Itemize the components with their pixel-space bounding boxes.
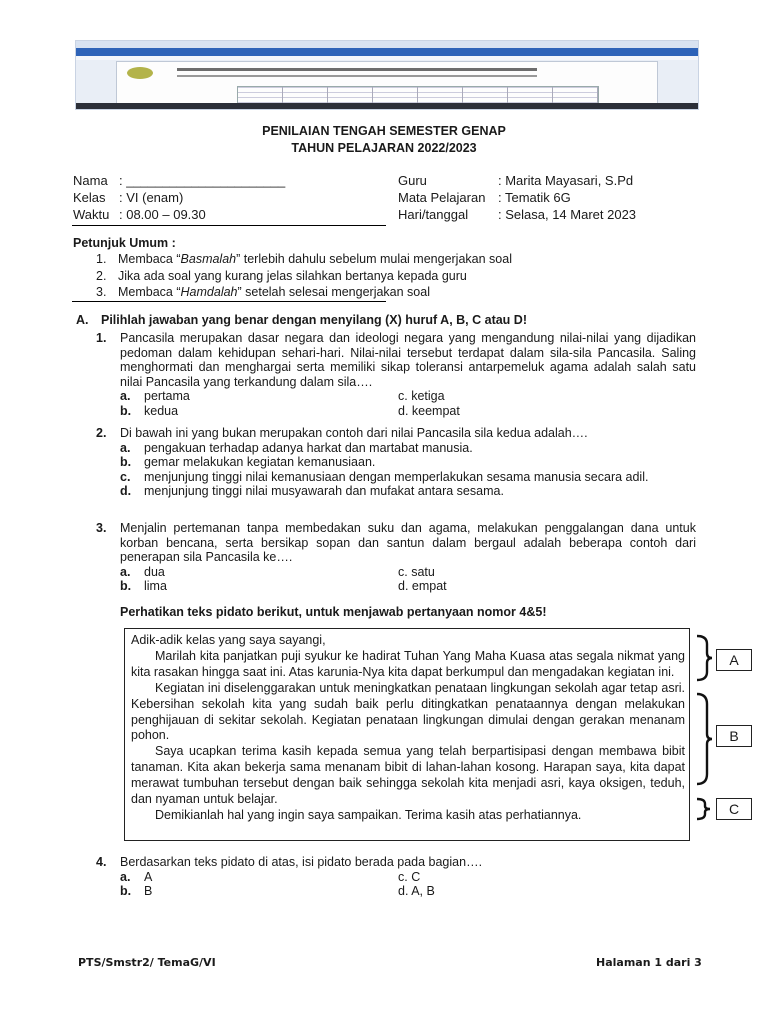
teacher-info [398,172,636,223]
brace-c-icon [695,797,715,821]
toolbar-strip [76,56,698,60]
option-d[interactable]: d. menjunjung tinggi nilai musyawarah dan mufakat antara sesama. [120,484,504,498]
option-b[interactable]: b. gemar melakukan kegiatan kemanusiaan. [120,455,376,469]
speech-paragraph: Saya ucapkan terima kasih kepada semua yang telah berpartisipasi dengan membawa bibit tanaman. Kita akan bekerja sama menanam bibit di lahan-lahan kosong. Harapan saya, kita dapat merawat tumbuhan tersebut dengan baik sehingga sekolah kita menjadi asri, kaya oksigen, teduh, dan nyaman untuk belajar. [131,744,685,807]
brace-b-icon [695,692,715,786]
question-2: 2. Di bawah ini yang bukan merupakan contoh dari nilai Pancasila sila kedua adalah…. a. pengakuan terhadap adanya harkat dan martabat manusia. b. gemar melakukan kegiatan kemanusiaan. c. menjunjung tinggi nilai kemanusiaan dengan memperlakukan sesama manusia secara adil. d. menjunjung tinggi nilai musyawarah dan mufakat antara sesama. [96,426,696,499]
info-row-tanggal: Hari/tanggal : Selasa, 14 Maret 2023 [398,207,637,222]
divider [72,301,386,302]
section-a-heading: A. Pilihlah jawaban yang benar dengan menyilang (X) huruf A, B, C atau D! [76,313,527,327]
divider [72,225,386,226]
preview-sheet [116,61,658,109]
question-1: 1. Pancasila merupakan dasar negara dan ideologi negara yang mengandung nilai-nilai yang dijadikan pedoman dalam kehidupan sehari-hari. Nilai-nilai tersebut terdapat dalam sila-sila Pancasila. Saling menghormati dan menghargai serta memiliki sikap toleransi antarpemeluk agama adalah salah satu nilai Pancasila yang terkandung dalam sila…. a. pertama c. ketiga b. kedua d. keempat [96,331,696,418]
option-d[interactable]: d. empat [398,579,447,593]
label-box-c: C [716,798,752,820]
instructions-title: Petunjuk Umum : [73,236,176,250]
list-item: 1. Membaca “Basmalah” terlebih dahulu sebelum mulai mengerjakan soal [96,252,512,266]
list-item: 2. Jika ada soal yang kurang jelas silahkan bertanya kepada guru [96,268,467,283]
speech-paragraph: Kegiatan ini diselenggarakan untuk meningkatkan penataan lingkungan sekolah agar tetap asri. Kebersihan sekolah kita yang sudah baik perlu ditingkatkan penataannya dengan melakukan penghijauan di sekitar sekolah. Kegiatan penataan lingkungan dimulai dengan gerakan menanam pohon. [131,680,685,743]
student-info [73,172,285,223]
list-item: 3. Membaca “Hamdalah” setelah selesai mengerjakan soal [96,285,430,299]
brace-a-icon [695,634,715,682]
speech-text-box [124,628,690,841]
taskbar [76,103,698,109]
label-box-b: B [716,725,752,747]
preview-header-line [177,68,537,71]
info-row-mapel: Mata Pelajaran : Tematik 6G [398,190,571,205]
option-d[interactable]: d. A, B [398,884,435,898]
option-a[interactable]: a. pertama [120,389,190,403]
label-box-a: A [716,649,752,671]
document-preview-banner [75,40,699,110]
info-row-nama: Nama : ______________________ [73,173,286,188]
footer-code: PTS/Smstr2/ TemaG/VI [78,956,216,969]
option-a[interactable]: a. A [120,869,153,884]
option-b[interactable]: b. lima [120,579,167,593]
info-row-waktu: Waktu : 08.00 – 09.30 [73,207,206,222]
option-d[interactable]: d. keempat [398,403,460,418]
speech-paragraph: Marilah kita panjatkan puji syukur ke hadirat Tuhan Yang Maha Kuasa atas segala nikmat yang kita rasakan hingga saat ini. Atas karunia-Nya kita dapat berkumpul dan mengadakan kegiatan ini. [131,648,685,679]
option-a[interactable]: a. pengakuan terhadap adanya harkat dan martabat manusia. [120,440,473,455]
question-3: 3. Menjalin pertemanan tanpa membedakan suku dan agama, melakukan penggalangan dana untuk korban bencana, serta bersikap sopan dan santun dalam bergaul adalah beberapa contoh dari penerapan sila Pancasila ke…. a. dua c. satu b. lima d. empat [96,521,696,593]
speech-instruction: Perhatikan teks pidato berikut, untuk menjawab pertanyaan nomor 4&5! [120,605,547,619]
question-4: 4. Berdasarkan teks pidato di atas, isi pidato berada pada bagian…. a. A c. C b. B d. A, B [96,855,696,899]
info-row-guru: Guru : Marita Mayasari, S.Pd [398,173,634,188]
option-b[interactable]: b. B [120,884,153,898]
info-row-kelas: Kelas : VI (enam) [73,190,184,205]
school-logo-icon [127,67,153,79]
option-b[interactable]: b. kedua [120,403,179,418]
option-c[interactable]: c. menjunjung tinggi nilai kemanusiaan dengan memperlakukan sesama manusia secara adil. [120,469,649,484]
exam-year: TAHUN PELAJARAN 2022/2023 [291,141,477,155]
page-number: Halaman 1 dari 3 [596,956,702,969]
preview-subheader-line [177,75,537,77]
speech-paragraph: Demikianlah hal yang ingin saya sampaikan. Terima kasih atas perhatiannya. [155,807,582,822]
exam-title: PENILAIAN TENGAH SEMESTER GENAP [262,124,506,138]
ribbon-bar [76,48,698,56]
title-bar [76,41,698,48]
option-a[interactable]: a. dua [120,564,165,579]
instructions-list [96,251,512,301]
option-c[interactable]: c. C [398,869,421,884]
option-c[interactable]: c. satu [398,564,435,579]
option-c[interactable]: c. ketiga [398,389,445,403]
speech-opening: Adik-adik kelas yang saya sayangi, [131,633,326,647]
